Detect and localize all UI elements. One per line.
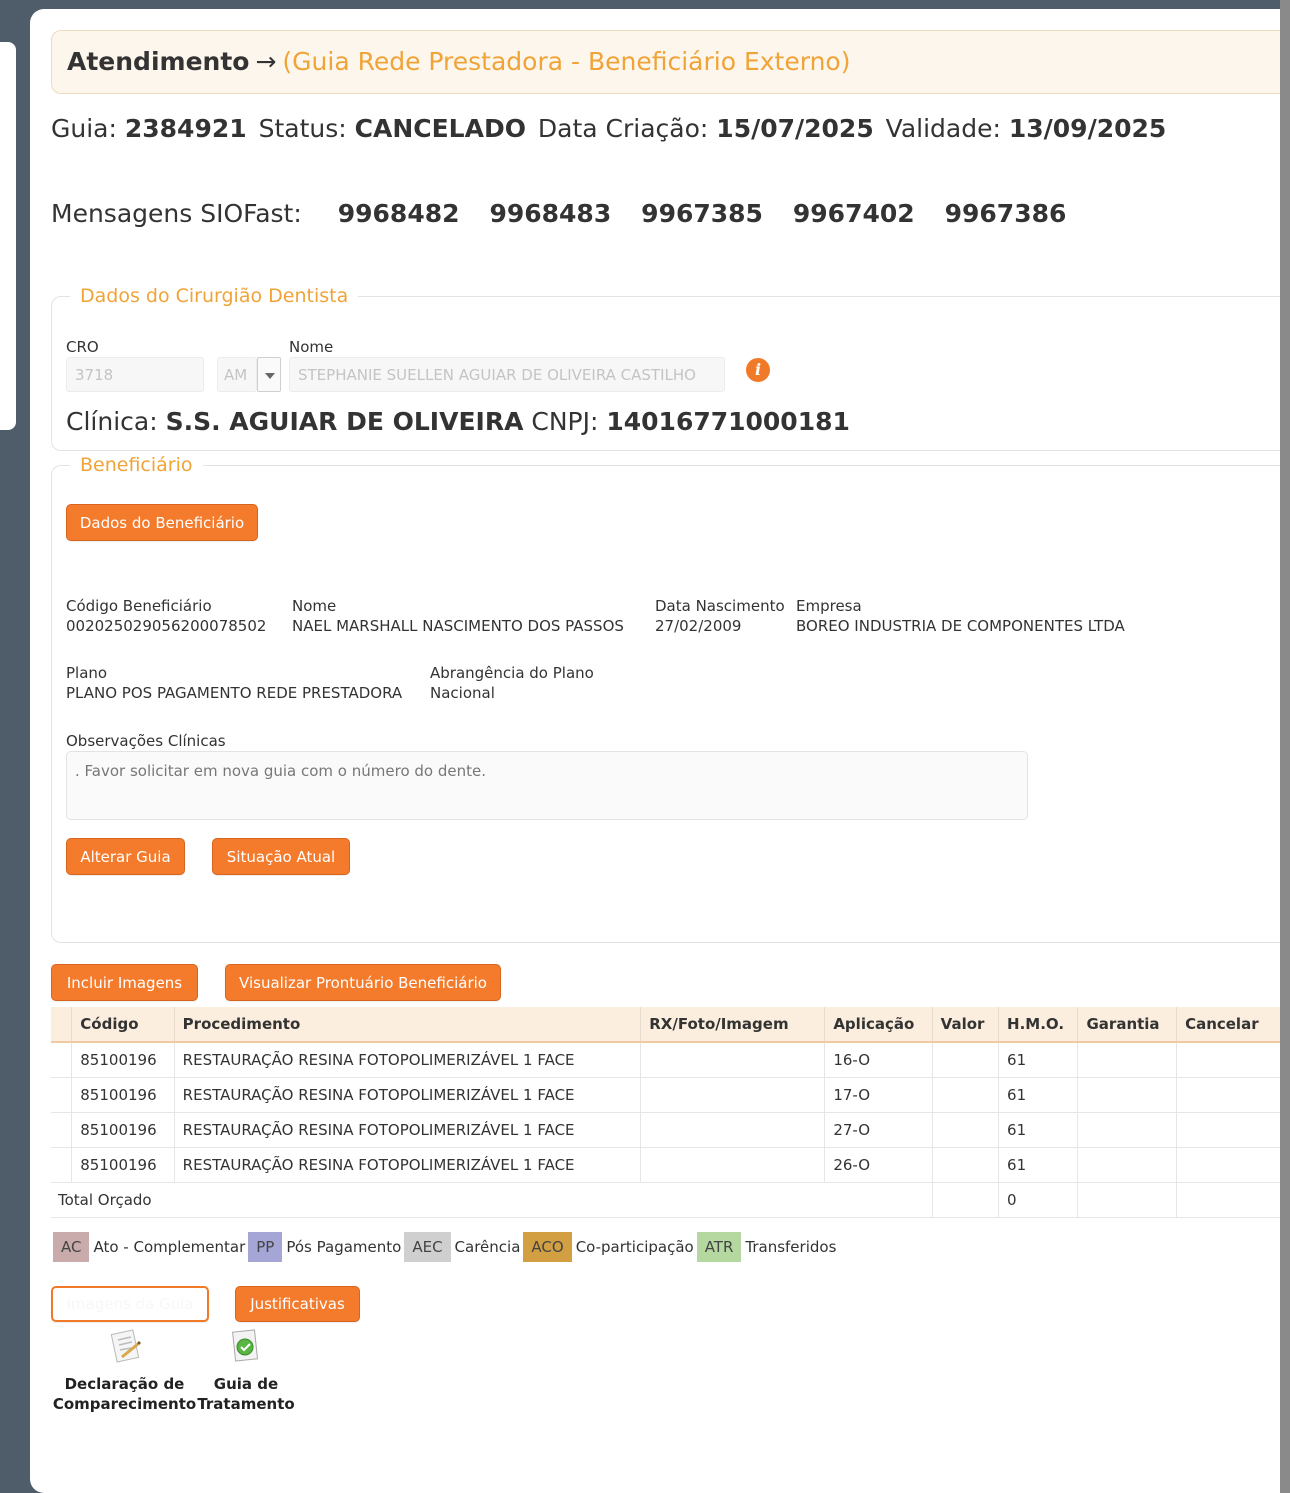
table-row[interactable]	[51, 1148, 1290, 1183]
page-title: Atendimento	[67, 47, 250, 76]
header-hmo[interactable]: H.M.O.	[999, 1007, 1078, 1042]
cell-rx	[641, 1078, 825, 1113]
cro-input[interactable]	[66, 357, 204, 392]
legend-code: ACO	[523, 1232, 571, 1262]
nascimento-value: 27/02/2009	[655, 617, 742, 635]
guia-info-line	[51, 114, 1170, 143]
cell-valor	[932, 1042, 998, 1078]
legend-code: PP	[248, 1232, 282, 1262]
scrollbar[interactable]	[1280, 0, 1290, 1493]
cell-valor	[932, 1113, 998, 1148]
cnpj-label: CNPJ:	[531, 407, 599, 436]
cell-valor	[932, 1078, 998, 1113]
guia-tratamento-line2: Tratamento	[197, 1395, 295, 1413]
cell-garantia	[1078, 1078, 1177, 1113]
clinica-label: Clínica:	[66, 407, 158, 436]
table-row[interactable]	[51, 1078, 1290, 1113]
legend-code: AEC	[404, 1232, 450, 1262]
cell-procedimento: RESTAURAÇÃO RESINA FOTOPOLIMERIZÁVEL 1 FACE	[174, 1113, 641, 1148]
header-cancelar[interactable]: Cancelar	[1177, 1007, 1290, 1042]
total-garantia	[1078, 1183, 1177, 1218]
page-header	[51, 30, 1290, 94]
cell-cancelar[interactable]	[1177, 1113, 1290, 1148]
nome-beneficiario-label: Nome	[292, 597, 337, 615]
legend-code: ATR	[697, 1232, 742, 1262]
mensagem-number: 9968482	[337, 199, 460, 228]
declaracao-line2: Comparecimento	[52, 1395, 197, 1413]
justificativas-button[interactable]: Justificativas	[235, 1286, 360, 1322]
row-spacer	[51, 1113, 72, 1148]
mensagem-number: 9967386	[944, 199, 1067, 228]
abrangencia-label: Abrangência do Plano	[430, 664, 594, 682]
guia-label: Guia:	[51, 114, 117, 143]
codigo-beneficiario-value: 00202502905620007850​2	[66, 617, 267, 635]
header-procedimento[interactable]: Procedimento	[174, 1007, 641, 1042]
header-rx[interactable]: RX/Foto/Imagem	[641, 1007, 825, 1042]
guia-number: 2384921	[124, 114, 247, 143]
cell-hmo: 61	[999, 1078, 1078, 1113]
cell-hmo: 61	[999, 1042, 1078, 1078]
cell-garantia	[1078, 1113, 1177, 1148]
cell-hmo: 61	[999, 1148, 1078, 1183]
header-valor[interactable]: Valor	[932, 1007, 998, 1042]
mensagem-number: 9967385	[641, 199, 763, 228]
row-spacer	[51, 1042, 72, 1078]
main-page	[30, 9, 1290, 1493]
chevron-down-icon[interactable]	[257, 357, 281, 392]
incluir-imagens-button[interactable]: Incluir Imagens	[51, 964, 198, 1001]
cell-rx	[641, 1148, 825, 1183]
visualizar-prontuario-button[interactable]: Visualizar Prontuário Beneficiário	[225, 964, 501, 1001]
row-spacer	[51, 1078, 72, 1113]
total-label: Total Orçado	[51, 1183, 932, 1218]
header-aplicacao[interactable]: Aplicação	[825, 1007, 932, 1042]
nascimento-label: Data Nascimento	[655, 597, 785, 615]
status-label: Status:	[258, 114, 347, 143]
nome-dentista-input[interactable]	[289, 357, 725, 392]
abrangencia-value: Nacional	[430, 684, 495, 702]
legend-text: Ato - Complementar	[93, 1238, 246, 1256]
cell-procedimento: RESTAURAÇÃO RESINA FOTOPOLIMERIZÁVEL 1 FACE	[174, 1042, 641, 1078]
cell-cancelar[interactable]	[1177, 1042, 1290, 1078]
cell-rx	[641, 1113, 825, 1148]
table-row[interactable]	[51, 1042, 1290, 1078]
declaracao-comparecimento-link[interactable]	[52, 1374, 197, 1414]
obs-clinicas-label: Observações Clínicas	[66, 732, 226, 750]
nome-dentista-label: Nome	[289, 338, 334, 356]
total-row	[51, 1183, 1290, 1218]
table-row[interactable]	[51, 1113, 1290, 1148]
total-hmo: 0	[999, 1183, 1078, 1218]
table-header-row	[51, 1007, 1290, 1042]
header-spacer	[51, 1007, 72, 1042]
cell-aplicacao: 26-O	[825, 1148, 932, 1183]
cell-hmo: 61	[999, 1113, 1078, 1148]
cell-codigo: 85100196	[72, 1113, 174, 1148]
obs-clinicas-textarea[interactable]: . Favor solicitar em nova guia com o número do dente.	[66, 751, 1028, 820]
total-cancelar	[1177, 1183, 1290, 1218]
declaracao-line1: Declaração de	[64, 1375, 185, 1393]
mensagem-number: 9968483	[489, 199, 612, 228]
plano-value: PLANO POS PAGAMENTO REDE PRESTADORA	[66, 684, 403, 702]
row-spacer	[51, 1148, 72, 1183]
cell-cancelar[interactable]	[1177, 1148, 1290, 1183]
cell-valor	[932, 1148, 998, 1183]
legend-text: Co-participação	[575, 1238, 694, 1256]
dados-beneficiario-button[interactable]: Dados do Beneficiário	[66, 504, 258, 541]
cell-rx	[641, 1042, 825, 1078]
beneficiario-legend: Beneficiário	[80, 454, 193, 476]
plano-label: Plano	[66, 664, 108, 682]
criacao-label: Data Criação:	[537, 114, 709, 143]
mensagens-siofast	[51, 199, 1066, 228]
clinica-line	[66, 407, 850, 436]
guia-tratamento-link[interactable]	[195, 1374, 297, 1414]
cro-label: CRO	[66, 338, 99, 356]
legend-code: AC	[53, 1232, 89, 1262]
criacao-value: 15/07/2025	[716, 114, 874, 143]
cell-garantia	[1078, 1148, 1177, 1183]
guia-tratamento-line1: Guia de	[213, 1375, 279, 1393]
empresa-label: Empresa	[796, 597, 862, 615]
cell-procedimento: RESTAURAÇÃO RESINA FOTOPOLIMERIZÁVEL 1 FACE	[174, 1078, 641, 1113]
validade-value: 13/09/2025	[1008, 114, 1167, 143]
mensagem-number: 9967402	[792, 199, 915, 228]
validade-label: Validade:	[885, 114, 1001, 143]
cnpj-value: 14016771000181	[606, 407, 850, 436]
status-value: CANCELADO	[354, 114, 526, 143]
nome-beneficiario-value: NAEL MARSHALL NASCIMENTO DOS PASSOS	[292, 617, 624, 635]
cell-codigo: 85100196	[72, 1148, 174, 1183]
legend-text: Transferidos	[745, 1238, 837, 1256]
legend-text: Pós Pagamento	[286, 1238, 402, 1256]
cell-garantia	[1078, 1042, 1177, 1078]
cell-codigo: 85100196	[72, 1078, 174, 1113]
header-garantia[interactable]: Garantia	[1078, 1007, 1177, 1042]
declaracao-document-icon[interactable]	[107, 1327, 145, 1365]
status-legend	[53, 1232, 839, 1262]
arrow-right-icon: →	[255, 47, 277, 76]
imagens-guia-button[interactable]: Imagens da Guia	[51, 1286, 209, 1322]
codigo-beneficiario-label: Código Beneficiário	[66, 597, 212, 615]
situacao-atual-button[interactable]: Situação Atual	[212, 838, 350, 875]
total-valor	[932, 1183, 998, 1218]
cell-cancelar[interactable]	[1177, 1078, 1290, 1113]
side-panel	[0, 42, 16, 430]
page-subtitle: (Guia Rede Prestadora - Beneficiário Externo)	[282, 47, 851, 76]
mensagens-label: Mensagens SIOFast:	[51, 199, 302, 228]
cell-codigo: 85100196	[72, 1042, 174, 1078]
alterar-guia-button[interactable]: Alterar Guia	[66, 838, 185, 875]
cell-aplicacao: 27-O	[825, 1113, 932, 1148]
procedures-table	[51, 1007, 1290, 1218]
empresa-value: BOREO INDUSTRIA DE COMPONENTES LTDA	[796, 617, 1125, 635]
cell-procedimento: RESTAURAÇÃO RESINA FOTOPOLIMERIZÁVEL 1 FACE	[174, 1148, 641, 1183]
dentista-legend: Dados do Cirurgião Dentista	[80, 285, 349, 307]
legend-text: Carência	[454, 1238, 521, 1256]
info-icon[interactable]: i	[746, 358, 770, 382]
cell-aplicacao: 16-O	[825, 1042, 932, 1078]
uf-select[interactable]	[217, 357, 257, 392]
cell-aplicacao: 17-O	[825, 1078, 932, 1113]
clinica-value: S.S. AGUIAR DE OLIVEIRA	[165, 407, 524, 436]
header-codigo[interactable]: Código	[72, 1007, 174, 1042]
guia-tratamento-document-icon[interactable]	[227, 1327, 265, 1365]
